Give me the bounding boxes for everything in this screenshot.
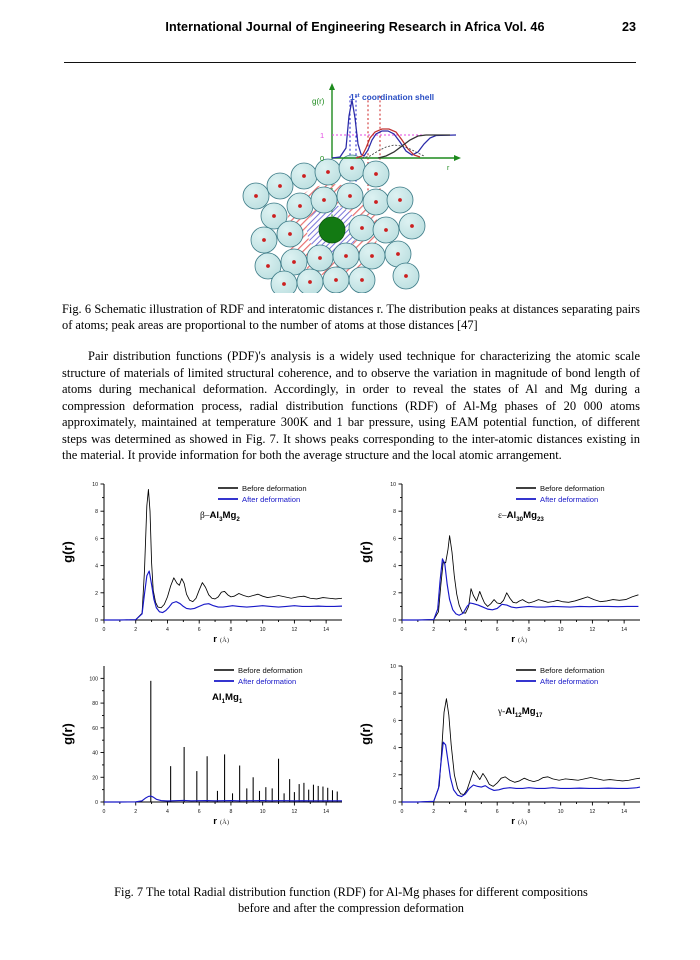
figure-7-caption-line1: Fig. 7 The total Radial distribution function (RDF) for Al-Mg phases for different compositions [114, 885, 588, 899]
y-tick-label: 0 [393, 618, 396, 624]
x-tick-label: 6 [495, 809, 499, 815]
phase-label: $\varepsilon-Al_{30}Mg_{23}$ [498, 510, 544, 523]
phase-label: $Al_1Mg_1$ [212, 692, 243, 705]
svg-text:r: r [511, 816, 515, 827]
rdf-chart-svg [58, 470, 352, 650]
x-tick-label: 0 [102, 809, 106, 815]
y-tick-label: 6 [393, 536, 396, 543]
page-header [0, 20, 700, 54]
x-tick-label: 2 [432, 809, 436, 815]
x-tick-label: 12 [291, 627, 298, 633]
rdf-chart-svg [58, 652, 352, 832]
chart-legend [214, 666, 303, 686]
x-axis-label [511, 816, 527, 827]
svg-text:(Å): (Å) [518, 637, 528, 644]
y-tick-label: 2 [393, 590, 396, 597]
x-tick-label: 8 [527, 809, 531, 815]
x-tick-label: 14 [621, 627, 628, 633]
figure-6-schematic [228, 78, 476, 293]
y-tick-label: 4 [393, 745, 396, 752]
rdf-plot-gamma-al12mg17 [356, 652, 650, 832]
svg-text:(Å): (Å) [220, 819, 230, 826]
rdf-plot-beta-al3mg2 [58, 470, 352, 650]
figure-7-caption [62, 884, 640, 916]
y-axis-label: g(r) [60, 723, 75, 745]
x-tick-label: 12 [291, 809, 298, 815]
y-tick-label: 8 [393, 691, 396, 698]
rdf-plot-al1mg1 [58, 652, 352, 832]
figure-6-caption: Fig. 6 Schematic illustration of RDF and interatomic distances r. The distribution peaks at distances separating pairs of atoms; peak areas are proportional to the number of atoms at those distances [47] [62, 302, 640, 332]
rdf-chart-svg [356, 652, 650, 832]
x-axis-label [213, 816, 229, 827]
y-tick-label: 80 [92, 701, 98, 708]
x-tick-label: 6 [495, 627, 499, 633]
y-tick-label: 4 [95, 563, 98, 570]
central-atom [319, 217, 345, 243]
header-divider [64, 62, 636, 63]
x-tick-label: 10 [259, 627, 266, 633]
y-tick-label: 8 [95, 509, 98, 516]
x-tick-label: 2 [134, 809, 138, 815]
curve-after-deformation [402, 742, 640, 802]
x-tick-label: 4 [464, 627, 467, 633]
x-tick-label: 4 [166, 809, 169, 815]
schematic-tick-zero: 0 [320, 154, 325, 163]
rdf-chart-svg [356, 470, 650, 650]
y-tick-label: 0 [95, 800, 98, 806]
x-axis-label [511, 634, 527, 645]
y-tick-label: 0 [95, 618, 98, 624]
x-tick-label: 2 [432, 627, 436, 633]
svg-text:(Å): (Å) [518, 819, 528, 826]
x-tick-label: 10 [557, 809, 564, 815]
legend-label-after: After deformation [238, 676, 297, 686]
y-axis-label: g(r) [358, 541, 373, 563]
legend-label-before: Before deformation [540, 483, 605, 493]
y-tick-label: 100 [89, 676, 98, 683]
body-paragraph: Pair distribution functions (PDF)'s analysis is a widely used technique for characterizing the atomic scale structure of materials of limited structural coherence, and to observe the variation in magnitude of bond length of atoms during mechanical deformation. Accordingly, in order to reveal the states of Al and Mg during a compression deformation process, radial distribution functions (RDF) of Al-Mg phases of 20 000 atoms approximately, maintained at temperature 300K and 1 bar pressure, using EAM potential function, of different steps was determined as showed in Fig. 7. It shows peaks corresponding to the inter-atomic distances existing in the material. It provide information for both the average structure and the local atomic arrangement. [62, 349, 640, 463]
x-tick-label: 10 [557, 627, 564, 633]
y-tick-label: 6 [95, 536, 98, 543]
curve-after-deformation [104, 796, 342, 802]
chart-legend [516, 666, 605, 686]
y-tick-label: 10 [390, 664, 396, 670]
curve-after-deformation [402, 559, 638, 620]
page-number: 23 [621, 20, 636, 34]
y-tick-label: 0 [393, 800, 396, 806]
chart-legend [516, 484, 605, 504]
legend-label-after: After deformation [540, 676, 599, 686]
legend-label-before: Before deformation [540, 665, 605, 675]
x-tick-label: 8 [229, 627, 233, 633]
figure-7-plot-grid [58, 470, 650, 870]
y-tick-label: 40 [92, 750, 98, 757]
x-tick-label: 2 [134, 627, 138, 633]
y-tick-label: 2 [393, 772, 396, 779]
y-tick-label: 4 [393, 563, 396, 570]
first-coordination-shell-label: 1st coordination shell [350, 92, 435, 102]
schematic-x-axis-label: r [447, 165, 450, 172]
x-tick-label: 12 [589, 809, 596, 815]
x-tick-label: 0 [400, 627, 404, 633]
x-tick-label: 8 [229, 809, 233, 815]
x-tick-label: 14 [323, 627, 330, 633]
legend-label-after: After deformation [242, 494, 301, 504]
y-tick-label: 2 [95, 590, 98, 597]
legend-label-after: After deformation [540, 494, 599, 504]
y-axis-label: g(r) [60, 541, 75, 563]
rdf-plot-epsilon-al30mg23 [356, 470, 650, 650]
curve-after-deformation [104, 571, 342, 620]
legend-label-before: Before deformation [242, 483, 307, 493]
y-tick-label: 6 [393, 718, 396, 725]
x-tick-label: 12 [589, 627, 596, 633]
chart-legend [218, 484, 307, 504]
x-tick-label: 8 [527, 627, 531, 633]
svg-text:r: r [213, 634, 217, 645]
x-tick-label: 4 [464, 809, 467, 815]
x-tick-label: 14 [621, 809, 628, 815]
figure-7-caption-line2: before and after the compression deformation [237, 901, 465, 916]
x-axis-label [213, 634, 229, 645]
legend-label-before: Before deformation [238, 665, 303, 675]
x-tick-label: 4 [166, 627, 169, 633]
x-tick-label: 10 [259, 809, 266, 815]
x-tick-label: 0 [400, 809, 404, 815]
svg-text:r: r [511, 634, 515, 645]
schematic-y-axis-label: g(r) [312, 97, 325, 106]
x-tick-label: 6 [197, 627, 201, 633]
y-axis-label: g(r) [358, 723, 373, 745]
schematic-gr-plot [312, 83, 461, 172]
y-tick-label: 8 [393, 509, 396, 516]
x-tick-label: 14 [323, 809, 330, 815]
svg-text:r: r [213, 816, 217, 827]
y-tick-label: 20 [92, 775, 98, 782]
x-tick-label: 6 [197, 809, 201, 815]
schematic-tick-one: 1 [320, 131, 325, 140]
y-tick-label: 60 [92, 725, 98, 732]
phase-label: $\gamma-Al_{12}Mg_{17}$ [498, 706, 543, 719]
phase-label: $\beta-Al_3Mg_2$ [200, 510, 240, 523]
y-tick-label: 10 [390, 482, 396, 488]
svg-text:(Å): (Å) [220, 637, 230, 644]
atom-cluster [243, 155, 425, 293]
spike-series-before [151, 681, 337, 802]
journal-title: International Journal of Engineering Research in Africa Vol. 46 [165, 20, 545, 34]
y-tick-label: 10 [92, 482, 98, 488]
x-tick-label: 0 [102, 627, 106, 633]
